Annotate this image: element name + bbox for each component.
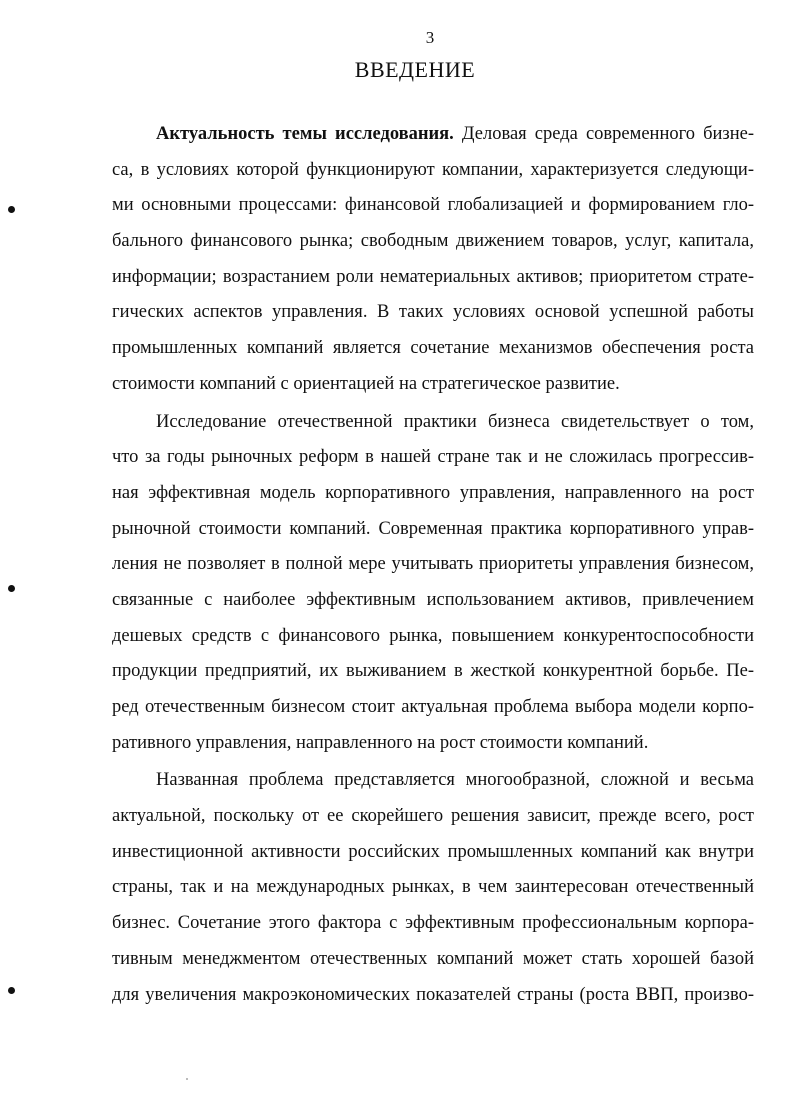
paragraph-line — [112, 117, 754, 153]
paragraph-line: Названная проблема представляется многообразной, сложной и весьма — [156, 770, 754, 791]
paragraph-line: рыночной стоимости компаний. Современная практика корпоративного управ- — [112, 518, 754, 539]
page-number: 3 — [425, 28, 435, 47]
section-title: ВВЕДЕНИЕ — [354, 57, 476, 82]
paragraph-line: ми основными процессами: финансовой глобализацией и формированием гло- — [112, 195, 754, 216]
paragraph-line: инвестиционной активности российских промышленных компаний как внутри — [112, 841, 754, 862]
paragraph-line: стоимости компаний с ориентацией на стратегическое развитие. — [112, 373, 620, 394]
binder-hole-dot — [8, 987, 15, 994]
line-text: Деловая среда современного бизне- — [453, 124, 754, 144]
paragraph-line: дешевых средств с финансового рынка, повышением конкурентоспособности — [112, 625, 754, 646]
paragraph-line: ления не позволяет в полной мере учитывать приоритеты управления бизнесом, — [112, 554, 754, 575]
paragraph-line: продукции предприятий, их выживанием в жесткой конкурентной борьбе. Пе- — [112, 661, 754, 682]
paragraph-line: что за годы рыночных реформ в нашей стране так и не сложилась прогрессив- — [112, 447, 754, 468]
paragraph-2 — [112, 405, 754, 762]
paragraph-line: Исследование отечественной практики бизнеса свидетельствует о том, — [156, 411, 754, 432]
paragraph-line: промышленных компаний является сочетание механизмов обеспечения роста — [112, 338, 754, 359]
body-text — [112, 117, 754, 1013]
paragraph-line: са, в условиях которой функционируют компании, характеризуется следующи- — [112, 159, 754, 180]
paragraph-line: ная эффективная модель корпоративного управления, направленного на рост — [112, 482, 754, 503]
binder-hole-dot — [8, 206, 15, 213]
paragraph-line: тивным менеджментом отечественных компаний может стать хорошей базой — [112, 948, 754, 969]
paragraph-1 — [112, 117, 754, 403]
lead-bold-phrase: Актуальность темы исследования. — [156, 124, 454, 144]
paragraph-line: актуальной, поскольку от ее скорейшего решения зависит, прежде всего, рост — [112, 806, 754, 827]
paragraph-line: бального финансового рынка; свободным движением товаров, услуг, капитала, — [112, 231, 754, 252]
paragraph-line: связанные с наиболее эффективным использованием активов, привлечением — [112, 589, 754, 610]
paragraph-line: для увеличения макроэкономических показателей страны (роста ВВП, произво- — [112, 984, 754, 1005]
paragraph-line: ред отечественным бизнесом стоит актуальная проблема выбора модели корпо- — [112, 697, 754, 717]
paragraph-line: ративного управления, направленного на рост стоимости компаний. — [112, 732, 649, 753]
scan-speck — [186, 1078, 188, 1080]
paragraph-line: информации; возрастанием роли нематериальных активов; приоритетом страте- — [112, 266, 754, 287]
paragraph-3 — [112, 763, 754, 1013]
binder-hole-dot — [8, 585, 15, 592]
paragraph-line: бизнес. Сочетание этого фактора с эффективным профессиональным корпора- — [112, 913, 754, 934]
paragraph-line: гических аспектов управления. В таких условиях основой успешной работы — [112, 302, 754, 323]
paragraph-line: страны, так и на международных рынках, в чем заинтересован отечественный — [112, 877, 754, 898]
